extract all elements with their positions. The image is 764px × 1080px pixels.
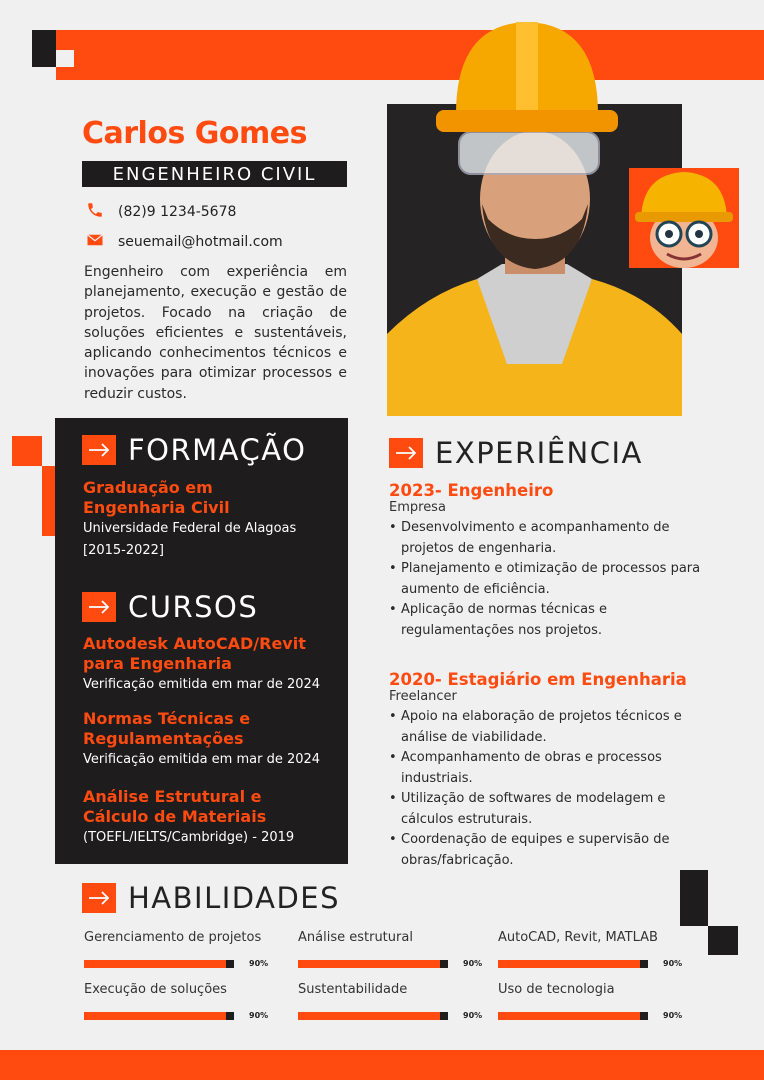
list-item: • Acompanhamento de obras e processos industriais. xyxy=(389,748,719,789)
education-entry xyxy=(83,478,343,562)
skill-bar-cap xyxy=(440,960,448,968)
skill-percent: 90% xyxy=(663,959,683,968)
arrow-right-icon xyxy=(82,435,116,465)
job-bullets xyxy=(389,707,719,871)
skill-label: AutoCAD, Revit, MATLAB xyxy=(498,930,658,945)
section-title: CURSOS xyxy=(128,590,259,624)
course-item xyxy=(83,634,343,696)
course-item xyxy=(83,787,343,849)
skill-level-bar xyxy=(84,960,226,968)
course-title: Cálculo de Materiais xyxy=(83,807,267,826)
bottom-accent-bar xyxy=(0,1050,764,1080)
formacao-heading xyxy=(82,433,306,467)
skill-percent: 90% xyxy=(463,1011,483,1020)
cursos-heading xyxy=(82,590,258,624)
course-detail: (TOEFL/IELTS/Cambridge) - 2019 xyxy=(83,830,295,845)
decor-block xyxy=(680,870,708,926)
skill-percent: 90% xyxy=(663,1011,683,1020)
phone-icon xyxy=(86,201,104,223)
list-item: • Coordenação de equipes e supervisão de obras/fabricação. xyxy=(389,830,719,871)
mail-icon xyxy=(86,231,104,253)
skill-label: Uso de tecnologia xyxy=(498,982,615,997)
course-detail: Verificação emitida em mar de 2024 xyxy=(83,752,321,767)
skill-level-bar xyxy=(84,1012,226,1020)
skill-level-bar xyxy=(498,960,640,968)
decor-square xyxy=(12,436,42,466)
list-item: • Desenvolvimento e acompanhamento de projetos de engenharia. xyxy=(389,518,719,559)
skill-bar-cap xyxy=(226,1012,234,1020)
phone-contact[interactable] xyxy=(86,201,236,223)
phone-number: (82)9 1234-5678 xyxy=(118,204,237,220)
skill-label: Análise estrutural xyxy=(298,930,413,945)
list-item: • Planejamento e otimização de processos para aumento de eficiência. xyxy=(389,559,719,600)
job-heading: 2020- Estagiário em Engenharia xyxy=(389,670,687,689)
course-title: para Engenharia xyxy=(83,654,232,673)
course-detail: Verificação emitida em mar de 2024 xyxy=(83,677,321,692)
decor-block xyxy=(708,926,738,955)
top-accent-bar xyxy=(56,30,764,80)
skill-label: Sustentabilidade xyxy=(298,982,408,997)
job-bullets xyxy=(389,518,719,641)
skill-label: Execução de soluções xyxy=(84,982,227,997)
skill-bar-cap xyxy=(440,1012,448,1020)
section-title: EXPERIÊNCIA xyxy=(435,436,643,470)
skill-bar-cap xyxy=(226,960,234,968)
email-address: seuemail@hotmail.com xyxy=(118,234,283,250)
skill-label: Gerenciamento de projetos xyxy=(84,930,262,945)
job-heading: 2023- Engenheiro xyxy=(389,481,554,500)
course-item xyxy=(83,709,343,771)
course-title: Análise Estrutural e xyxy=(83,787,262,806)
habilidades-heading xyxy=(82,881,340,915)
skill-level-bar xyxy=(298,1012,440,1020)
list-item: • Aplicação de normas técnicas e regulamentações nos projetos. xyxy=(389,600,719,641)
decor-strip xyxy=(42,466,56,536)
skill-bar-cap xyxy=(640,960,648,968)
job-company: Empresa xyxy=(389,500,446,515)
list-item: • Apoio na elaboração de projetos técnicos e análise de viabilidade. xyxy=(389,707,719,748)
skill-percent: 90% xyxy=(249,1011,269,1020)
experience-job xyxy=(389,670,719,871)
top-corner-notch xyxy=(56,50,74,67)
person-name: Carlos Gomes xyxy=(82,116,307,151)
experience-job xyxy=(389,481,719,641)
school-name: Universidade Federal de Alagoas xyxy=(83,521,297,536)
section-title: FORMAÇÃO xyxy=(128,433,307,467)
skill-percent: 90% xyxy=(463,959,483,968)
skill-level-bar xyxy=(298,960,440,968)
job-company: Freelancer xyxy=(389,689,457,704)
cartoon-engineer-avatar xyxy=(629,168,739,268)
arrow-right-icon xyxy=(82,592,116,622)
degree-title: Engenharia Civil xyxy=(83,498,230,517)
hardhat-graphic xyxy=(436,14,618,148)
skill-bar-cap xyxy=(640,1012,648,1020)
email-contact[interactable] xyxy=(86,231,283,253)
list-item: • Utilização de softwares de modelagem e cálculos estruturais. xyxy=(389,789,719,830)
arrow-right-icon xyxy=(82,883,116,913)
decor-notch xyxy=(18,466,42,486)
course-title: Autodesk AutoCAD/Revit xyxy=(83,634,306,653)
job-title-badge: ENGENHEIRO CIVIL xyxy=(82,161,347,187)
study-period: [2015-2022] xyxy=(83,543,165,558)
experiencia-heading xyxy=(389,436,643,470)
section-title: HABILIDADES xyxy=(128,881,341,915)
course-title: Regulamentações xyxy=(83,729,244,748)
skill-level-bar xyxy=(498,1012,640,1020)
course-title: Normas Técnicas e xyxy=(83,709,251,728)
top-corner-block xyxy=(32,30,56,67)
degree-title: Graduação em xyxy=(83,478,213,497)
about-text: Engenheiro com experiência em planejamento, execução e gestão de projetos. Focado na criação de soluções eficientes e sustentáveis, aplicando conhecimentos técnicos e inovações para otimizar processos e reduzir custos. xyxy=(84,264,347,402)
skill-percent: 90% xyxy=(249,959,269,968)
arrow-right-icon xyxy=(389,438,423,468)
